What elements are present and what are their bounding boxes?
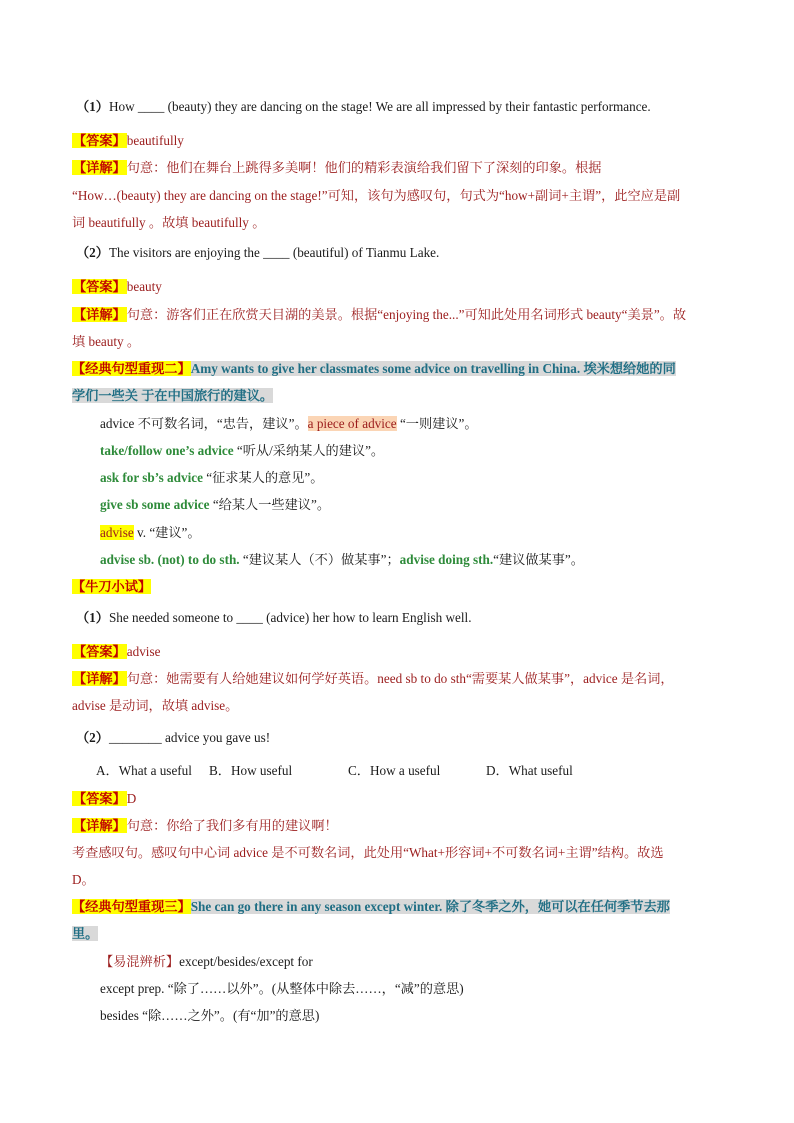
option-b: B．How useful bbox=[209, 763, 293, 778]
question-text: The visitors are enjoying the ____ (beautiful) of Tianmu Lake. bbox=[108, 245, 440, 260]
highlighted-phrase: a piece of advice bbox=[307, 416, 397, 431]
note-give-sb: give sb some advice “给某人一些建议”。 bbox=[100, 497, 331, 512]
sentence-chinese: 除了冬季之外，她可以在任何季节去那 bbox=[442, 899, 670, 914]
sentence-english: She can go there in any season except winter. bbox=[190, 899, 443, 914]
practice-heading bbox=[72, 577, 151, 597]
note-take-follow: take/follow one’s advice “听从/采纳某人的建议”。 bbox=[100, 443, 385, 458]
answer-text: beauty bbox=[126, 279, 162, 294]
explanation-2-line-2: 填 beauty 。 bbox=[72, 334, 141, 349]
option-d: D．What useful bbox=[486, 763, 573, 778]
section-tag: 【经典句型重现二】 bbox=[72, 361, 191, 376]
explanation-1-line-2: “How…(beauty) they are dancing on the stage!”可知，该句为感叹句，句式为“how+副词+主谓”，此空应是副 bbox=[72, 188, 681, 203]
section-tag: 【经典句型重现三】 bbox=[72, 899, 191, 914]
sentence-pattern-3-line-1 bbox=[72, 897, 670, 917]
sentence-pattern-3-line-2 bbox=[72, 924, 98, 944]
phrase: advise doing sth. bbox=[399, 552, 494, 567]
question-1 bbox=[76, 97, 651, 117]
highlighted-word: advise bbox=[100, 525, 134, 540]
explanation-text: 句意：游客们正在欣赏天目湖的美景。根据“enjoying the...”可知此处用名词形式 beauty“美景”。故 bbox=[126, 307, 687, 322]
explanation-tag: 【详解】 bbox=[73, 818, 126, 833]
explanation-text: 句意：他们在舞台上跳得多美啊！他们的精彩表演给我们留下了深刻的印象。根据 bbox=[126, 160, 602, 175]
phrase: give sb some advice bbox=[100, 497, 210, 512]
answer-1 bbox=[72, 131, 184, 151]
confusion-except: except prep. “除了……以外”。(从整体中除去……，“减”的意思) bbox=[100, 981, 464, 996]
sentence-english: Amy wants to give her classmates some advice on travelling in China. bbox=[190, 361, 581, 376]
confusion-heading bbox=[100, 952, 313, 972]
explanation-text: 句意：你给了我们多有用的建议啊！ bbox=[126, 818, 338, 833]
phrase: advise sb. (not) to do sth. bbox=[100, 552, 240, 567]
sentence-chinese: 埃米想给她的同 bbox=[580, 361, 676, 376]
note-advise-usage: advise sb. (not) to do sth. “建议某人（不）做某事”；advise doing sth.“建议做某事”。 bbox=[100, 552, 584, 567]
confusion-title: except/besides/except for bbox=[179, 954, 313, 969]
question-3 bbox=[76, 608, 472, 628]
note-advice: advice 不可数名词，“忠告，建议”。a piece of advice “一则建议”。 bbox=[100, 416, 478, 431]
explanation-text: 句意：她需要有人给她建议如何学好英语。need sb to do sth“需要某人做某事”，advice 是名词， bbox=[126, 671, 674, 686]
answer-text: D bbox=[126, 791, 137, 806]
answer-4 bbox=[72, 789, 136, 809]
question-text: How ____ (beauty) they are dancing on the stage! We are all impressed by their fantastic performance. bbox=[108, 99, 651, 114]
question-text: She needed someone to ____ (advice) her how to learn English well. bbox=[108, 610, 472, 625]
answer-2 bbox=[72, 277, 162, 297]
section-tag: 【易混辨析】 bbox=[100, 954, 180, 969]
explanation-4-line-1 bbox=[72, 816, 338, 836]
explanation-1-line-1 bbox=[72, 158, 602, 178]
question-text: ________ advice you gave us! bbox=[108, 730, 271, 745]
question-number: （2） bbox=[76, 730, 109, 745]
sentence-pattern-2-line-2 bbox=[72, 386, 273, 406]
answer-tag: 【答案】 bbox=[73, 791, 126, 806]
question-number: （1） bbox=[76, 610, 109, 625]
phrase: take/follow one’s advice bbox=[100, 443, 234, 458]
note-advise: advise v. “建议”。 bbox=[100, 525, 201, 540]
answer-tag: 【答案】 bbox=[73, 133, 126, 148]
explanation-tag: 【详解】 bbox=[73, 307, 126, 322]
phrase: ask for sb’s advice bbox=[100, 470, 203, 485]
sentence-chinese-cont: 学们一些关 于在中国旅行的建议。 bbox=[72, 388, 274, 403]
question-4 bbox=[76, 728, 270, 748]
answer-3 bbox=[72, 642, 160, 662]
explanation-3-line-2: advise 是动词，故填 advise。 bbox=[72, 698, 239, 713]
option-a: A．What a useful bbox=[96, 763, 192, 778]
explanation-2-line-1 bbox=[72, 305, 686, 325]
explanation-3-line-1 bbox=[72, 669, 674, 689]
explanation-tag: 【详解】 bbox=[73, 671, 126, 686]
note-ask-for: ask for sb’s advice “征求某人的意见”。 bbox=[100, 470, 324, 485]
question-number: （2） bbox=[76, 245, 109, 260]
explanation-tag: 【详解】 bbox=[73, 160, 126, 175]
section-tag: 【牛刀小试】 bbox=[72, 579, 152, 594]
answer-text: advise bbox=[126, 644, 161, 659]
confusion-besides: besides “除……之外”。(有“加”的意思) bbox=[100, 1008, 320, 1023]
sentence-chinese-cont: 里。 bbox=[72, 926, 99, 941]
sentence-pattern-2-line-1 bbox=[72, 359, 676, 379]
explanation-4-line-3: D。 bbox=[72, 872, 95, 887]
option-c: C．How a useful bbox=[348, 763, 441, 778]
question-2 bbox=[76, 243, 439, 263]
explanation-4-line-2: 考查感叹句。感叹句中心词 advice 是不可数名词，此处用“What+形容词+不可数名词+主谓”结构。故选 bbox=[72, 845, 664, 860]
question-number: （1） bbox=[76, 99, 109, 114]
explanation-1-line-3: 词 beautifully 。故填 beautifully 。 bbox=[72, 215, 266, 230]
answer-text: beautifully bbox=[126, 133, 184, 148]
answer-tag: 【答案】 bbox=[73, 644, 126, 659]
answer-tag: 【答案】 bbox=[73, 279, 126, 294]
